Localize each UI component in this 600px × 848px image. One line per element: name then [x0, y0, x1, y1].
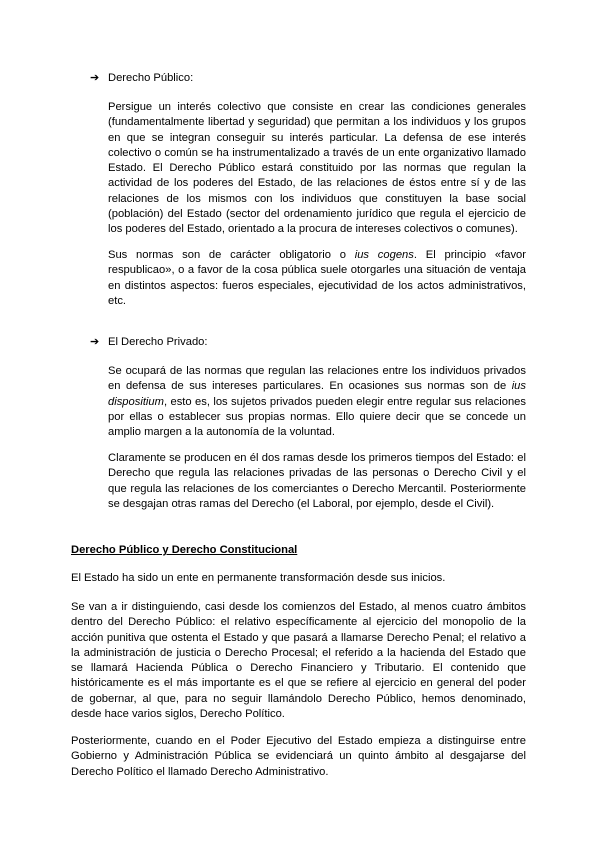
paragraph-ambitos: Se van a ir distinguiendo, casi desde los comienzos del Estado, al menos cuatro ámbitos dentro del Derecho Público: el relativo específicamente al ejercicio del monopolio de la acción punitiva que ostenta el Estado y que pasará a llamarse Derecho Penal; el relativo a la administración de justicia o Derecho Procesal; el referido a la hacienda del Estado que se llamará Hacienda Pública o Derecho Financiero y Tributario. El contenido que históricamente es el más importante es el que se refiere al ejercicio en general del poder de gobernar, al que, para no seguir llamándolo Derecho Público, hemos denominado, desde hace varios siglos, Derecho Político. [71, 601, 526, 721]
paragraph-derecho-publico-2: Sus normas son de carácter obligatorio o ius cogens. El principio «favor respublicao», o a favor de la cosa pública suele otorgarles una situación de ventaja en distintos aspectos: fueros especiales, ejecutividad de los actos administrativos, etc. [108, 249, 526, 307]
section-title-derecho-publico: Derecho Público: [108, 72, 194, 84]
paragraph-derecho-privado-1: Se ocupará de las normas que regulan las relaciones entre los individuos privados en defensa de sus intereses particulares. En ocasiones sus normas son de ius dispositium, esto es, los sujetos privados pueden elegir entre regular sus relaciones por ellas o establecer sus propias normas. Ello quiere decir que se concede un amplio margen a la autonomía de la voluntad. [108, 365, 526, 439]
paragraph-poder-ejecutivo: Posteriormente, cuando en el Poder Ejecutivo del Estado empieza a distinguirse entre Gobierno y Administración Pública se evidenciará un quinto ámbito al desgajarse del Derecho Político el llamado Derecho Administrativo. [71, 735, 526, 778]
bullet-derecho-privado [90, 335, 208, 350]
arrow-icon: ➔ [90, 72, 100, 84]
section-title-derecho-privado: El Derecho Privado: [108, 336, 208, 348]
latin-term-ius-cogens: ius cogens [354, 249, 414, 261]
arrow-icon: ➔ [90, 336, 100, 348]
paragraph-estado-intro: El Estado ha sido un ente en permanente transformación desde sus inicios. [71, 572, 446, 584]
paragraph-derecho-publico-1: Persigue un interés colectivo que consiste en crear las condiciones generales (fundamentalmente libertad y seguridad) que permitan a los individuos y los grupos en que se integran conseguir su interés particular. La defensa de ese interés colectivo o común se ha instrumentalizado a través de un ente organizativo llamado Estado. El Derecho Público estará constituido por las normas que regulan la actividad de los poderes del Estado, de las relaciones de éstos entre sí y de las relaciones de los mismos con los individuos que constituyen la base social (población) del Estado (sector del ordenamiento jurídico que regula el ejercicio de los poderes del Estado, orientado a la procura de intereses colectivos o comunes). [108, 101, 526, 236]
latin-term-ius-dispositium: ius dispositium [108, 380, 526, 408]
paragraph-derecho-privado-2: Claramente se producen en él dos ramas desde los primeros tiempos del Estado: el Derecho que regula las relaciones privadas de las personas o Derecho Civil y el que regula las relaciones de los comerciantes o Derecho Mercantil. Posteriormente se desgajan otras ramas del Derecho (el Laboral, por ejemplo, desde el Civil). [108, 452, 526, 510]
bullet-derecho-publico [90, 71, 193, 86]
section-heading-derecho-constitucional: Derecho Público y Derecho Constitucional [71, 544, 298, 556]
